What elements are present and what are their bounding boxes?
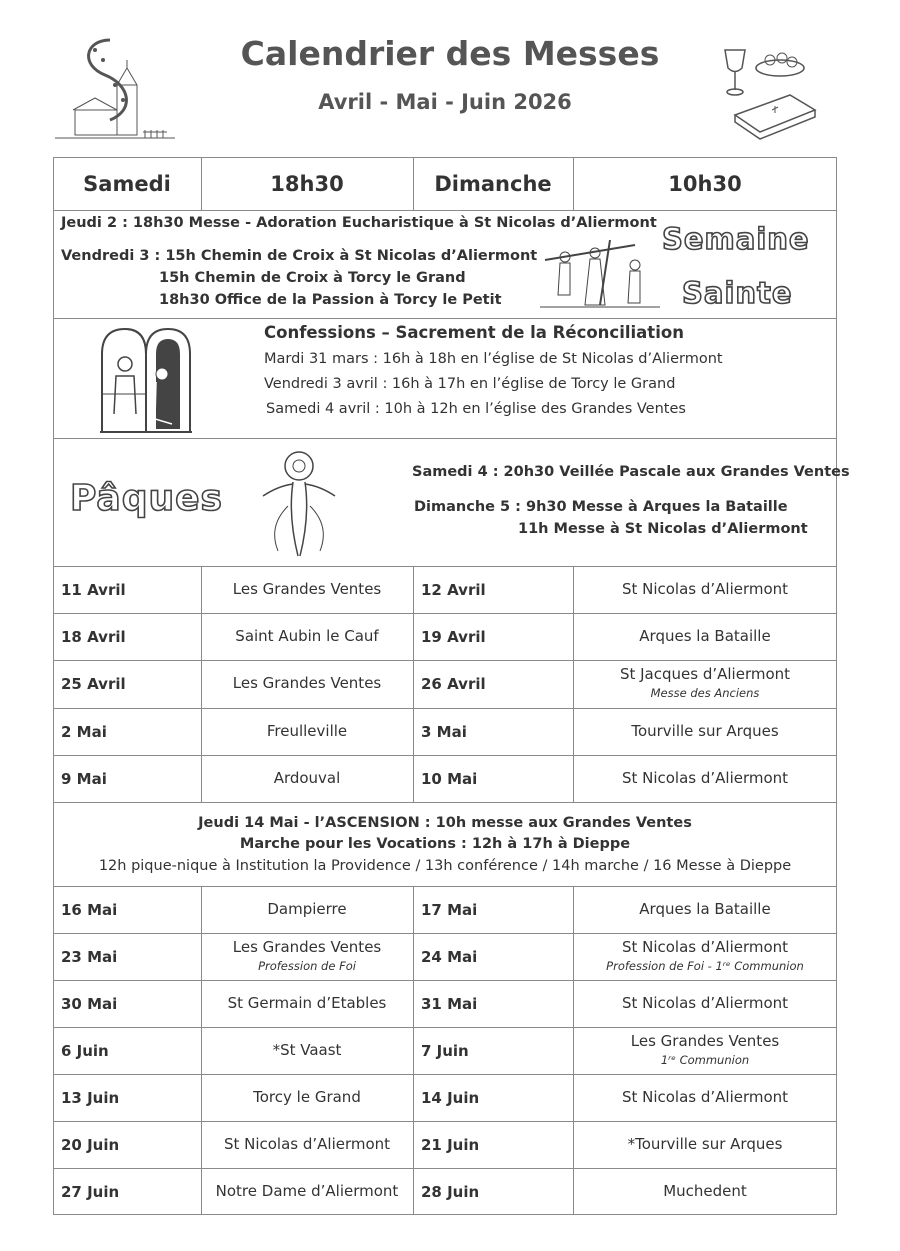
saturday-location-label: Freulleville [266, 722, 348, 740]
saturday-location-label: Les Grandes Ventes [232, 580, 382, 598]
sunday-location-label: Arques la Bataille [639, 627, 771, 645]
saturday-location-label: Torcy le Grand [253, 1088, 361, 1106]
sunday-location [573, 660, 837, 707]
page-subtitle: Avril - Mai - Juin 2026 [318, 90, 572, 114]
saturday-location-label: St Germain d’Etables [227, 994, 387, 1012]
sunday-location-label: St Nicolas d’Aliermont [621, 994, 789, 1012]
sunday-location [573, 708, 837, 755]
sunday-date: 26 Avril [421, 674, 486, 693]
saturday-location [201, 708, 413, 755]
sunday-location [573, 755, 837, 802]
sunday-date: 3 Mai [421, 722, 467, 741]
sunday-date: 12 Avril [421, 580, 486, 599]
col-saturday-time: 18h30 [270, 171, 344, 196]
saturday-date: 18 Avril [61, 627, 126, 646]
saturday-location-label: Ardouval [273, 769, 341, 787]
saturday-date: 11 Avril [61, 580, 126, 599]
easter-vigil-text: Samedi 4 : 20h30 Veillée Pascale aux Grandes Ventes [412, 464, 850, 480]
saturday-location-label: Dampierre [267, 900, 347, 918]
saturday-location [201, 613, 413, 660]
sunday-location-label: *Tourville sur Arques [627, 1135, 783, 1153]
saturday-location [201, 660, 413, 707]
sunday-location [573, 613, 837, 660]
saturday-location-label: Saint Aubin le Cauf [235, 627, 379, 645]
sunday-location-label: Arques la Bataille [639, 900, 771, 918]
sunday-location [573, 980, 837, 1027]
sunday-location [573, 1168, 837, 1215]
saturday-location-label: St Nicolas d’Aliermont [223, 1135, 391, 1153]
saturday-location-note: Profession de Foi [258, 958, 356, 973]
good-friday-text-2: 15h Chemin de Croix à Torcy le Grand [159, 270, 466, 286]
sunday-location-label: Tourville sur Arques [631, 722, 779, 740]
confessional-illustration [100, 324, 192, 434]
sunday-location-label: Les Grandes Ventes [630, 1031, 780, 1050]
saturday-location-label: Les Grandes Ventes [232, 674, 382, 692]
saturday-location-label: Les Grandes Ventes [232, 937, 382, 956]
confessions-title: Confessions – Sacrement de la Réconciliation [264, 323, 684, 342]
sunday-location-note: Messe des Anciens [650, 685, 760, 700]
sunday-location-label: St Jacques d’Aliermont [619, 664, 791, 683]
col-sunday-time: 10h30 [668, 171, 742, 196]
saturday-location [201, 1121, 413, 1168]
sunday-date: 19 Avril [421, 627, 486, 646]
sunday-date: 14 Juin [421, 1088, 480, 1107]
holy-week-label-1: Semaine [662, 222, 810, 256]
col-sunday: Dimanche [434, 171, 552, 196]
easter-label: Pâques [70, 478, 223, 519]
saturday-location [201, 1027, 413, 1074]
vocations-march-text: Marche pour les Vocations : 12h à 17h à Dieppe [239, 836, 631, 852]
sunday-date: 31 Mai [421, 994, 478, 1013]
good-friday-text-3: 18h30 Office de la Passion à Torcy le Petit [159, 292, 502, 308]
sunday-location [573, 933, 837, 980]
page-title: Calendrier des Messes [240, 34, 660, 73]
sunday-date: 28 Juin [421, 1182, 480, 1201]
sunday-location-label: St Nicolas d’Aliermont [621, 769, 789, 787]
sunday-location-label: St Nicolas d’Aliermont [621, 937, 789, 956]
confession-line-2: Vendredi 3 avril : 16h à 17h en l’église de Torcy le Grand [264, 376, 676, 392]
sunday-location [573, 1121, 837, 1168]
sunday-location-label: St Nicolas d’Aliermont [621, 1088, 789, 1106]
saturday-date: 23 Mai [61, 947, 118, 966]
sunday-location-note: Profession de Foi - 1ʳᵉ Communion [606, 958, 804, 973]
sunday-date: 21 Juin [421, 1135, 480, 1154]
holy-thursday-text: Jeudi 2 : 18h30 Messe - Adoration Eucharistique à St Nicolas d’Aliermont [61, 215, 657, 231]
sunday-location [573, 566, 837, 613]
sunday-date: 10 Mai [421, 769, 478, 788]
saturday-date: 13 Juin [61, 1088, 120, 1107]
saturday-location-label: Notre Dame d’Aliermont [215, 1182, 399, 1200]
good-friday-text: Vendredi 3 : 15h Chemin de Croix à St Nicolas d’Aliermont [61, 248, 538, 264]
saturday-location-label: *St Vaast [272, 1041, 342, 1059]
easter-sunday-text-2: 11h Messe à St Nicolas d’Aliermont [518, 521, 808, 537]
holy-week-label-2: Sainte [682, 276, 793, 310]
sunday-date: 24 Mai [421, 947, 478, 966]
sunday-location-label: Muchedent [663, 1182, 747, 1200]
saturday-location [201, 566, 413, 613]
chalice-bible-icon [720, 40, 820, 140]
ascension-text: Jeudi 14 Mai - l’ASCENSION : 10h messe aux Grandes Ventes [198, 815, 692, 831]
sunday-location-note: 1ʳᵉ Communion [660, 1052, 750, 1067]
vocations-program-text: 12h pique-nique à Institution la Providence / 13h conférence / 14h marche / 16 Messe à Dieppe [98, 858, 792, 874]
saturday-location [201, 755, 413, 802]
saturday-location [201, 933, 413, 980]
confession-line-1: Mardi 31 mars : 16h à 18h en l’église de St Nicolas d’Aliermont [264, 351, 723, 367]
sunday-location-label: St Nicolas d’Aliermont [621, 580, 789, 598]
sunday-location [573, 1074, 837, 1121]
saturday-location [201, 1168, 413, 1215]
confession-line-3: Samedi 4 avril : 10h à 12h en l’église des Grandes Ventes [266, 401, 686, 417]
saturday-date: 27 Juin [61, 1182, 120, 1201]
easter-sunday-text: Dimanche 5 : 9h30 Messe à Arques la Bataille [414, 499, 788, 515]
saturday-date: 20 Juin [61, 1135, 120, 1154]
saturday-date: 6 Juin [61, 1041, 109, 1060]
saturday-location [201, 886, 413, 933]
risen-christ-illustration [258, 446, 340, 558]
col-saturday: Samedi [83, 171, 171, 196]
saturday-location [201, 1074, 413, 1121]
sunday-location [573, 886, 837, 933]
saturday-date: 9 Mai [61, 769, 107, 788]
saturday-date: 30 Mai [61, 994, 118, 1013]
way-of-cross-illustration [540, 235, 660, 311]
sunday-date: 7 Juin [421, 1041, 469, 1060]
saturday-date: 16 Mai [61, 900, 118, 919]
sunday-location [573, 1027, 837, 1074]
saturday-date: 25 Avril [61, 674, 126, 693]
saturday-date: 2 Mai [61, 722, 107, 741]
saturday-location [201, 980, 413, 1027]
sunday-date: 17 Mai [421, 900, 478, 919]
